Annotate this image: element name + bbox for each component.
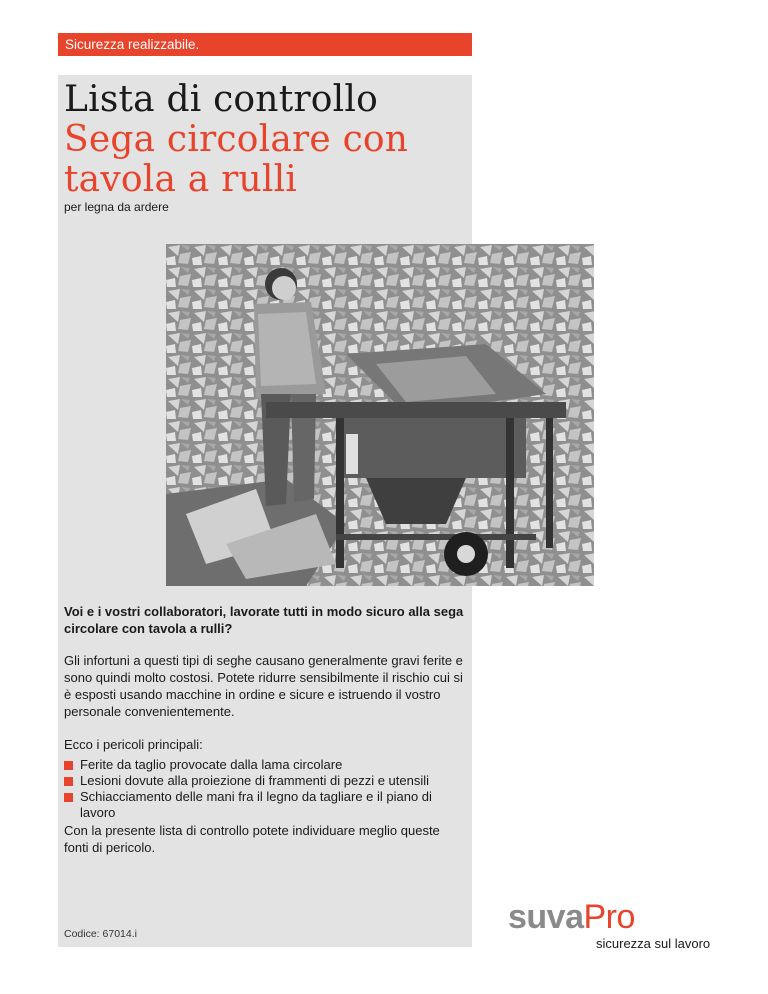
list-item: [64, 773, 464, 789]
list-item-text: Lesioni dovute alla proiezione di frammenti di pezzi e utensili: [80, 773, 430, 788]
page-title: [64, 80, 474, 200]
header-tagline-bar: [58, 33, 472, 56]
title-line-1: Lista di controllo: [64, 79, 378, 120]
list-item-text: Ferite da taglio provocate dalla lama circolare: [80, 757, 343, 772]
logo-suva: suva: [508, 898, 584, 936]
document-code: Codice: 67014.i: [64, 928, 137, 940]
hazard-list: [64, 757, 464, 821]
list-item: [64, 789, 464, 821]
intro-paragraph-3: Con la presente lista di controllo potete individuare meglio queste fonti di pericolo.: [64, 823, 440, 855]
list-item: [64, 757, 464, 773]
intro-paragraph-2: Ecco i pericoli principali:: [64, 737, 203, 752]
bullet-square-icon: [64, 761, 73, 770]
intro-paragraph-1: Gli infortuni a questi tipi di seghe causano generalmente gravi ferite e sono quindi molto costosi. Potete ridurre sensibilmente il rischio cui si è esposti usando macchine in ordine e sicure e istruendo il vostro personale convenientemente.: [64, 653, 463, 719]
page-subtitle: per legna da ardere: [64, 200, 169, 214]
title-line-2: Sega circolare con: [64, 119, 409, 160]
suvapro-logo: [508, 898, 711, 951]
intro-question: Voi e i vostri collaboratori, lavorate tutti in modo sicuro alla sega circolare con tavola a rulli?: [64, 604, 464, 636]
photo-circular-saw: [166, 244, 594, 586]
header-tagline: Sicurezza realizzabile.: [65, 37, 200, 52]
bullet-square-icon: [64, 777, 73, 786]
title-line-3: tavola a rulli: [64, 159, 298, 200]
list-item-text: Schiacciamento delle mani fra il legno da tagliare e il piano di lavoro: [80, 789, 432, 820]
bullet-square-icon: [64, 793, 73, 802]
logo-pro: Pro: [583, 898, 635, 936]
logo-wordmark: [508, 898, 708, 936]
logo-tagline: sicurezza sul lavoro: [596, 936, 711, 951]
